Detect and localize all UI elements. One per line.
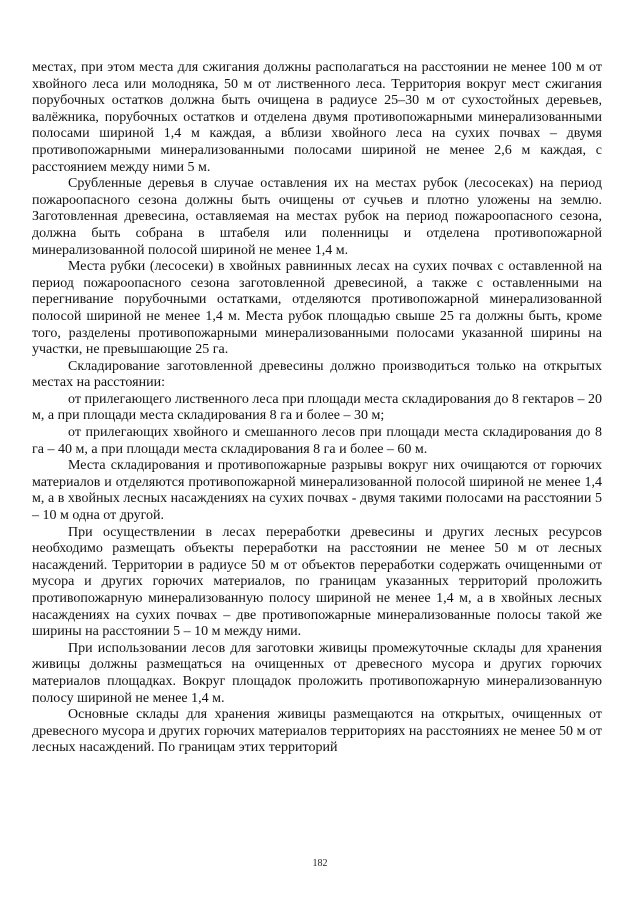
paragraph: Основные склады для хранения живицы размещаются на открытых, очищенных от древесного мусора и других горючих материалов территориях на расстояниях не менее 50 м от лесных насаждений. По границам этих территорий (32, 707, 602, 756)
paragraph: от прилегающего лиственного леса при площади места складирования до 8 гектаров – 20 м, а при площади места складирования 8 га и более – 30 м; (32, 391, 602, 424)
paragraph: При осуществлении в лесах переработки древесины и других лесных ресурсов необходимо размещать объекты переработки на расстоянии не менее 50 м от лесных насаждений. Территории в радиусе 50 м от объектов переработки содержать очищенными от мусора и других горючих материалов, по границам указанных территорий проложить противопожарную минерализованную полосу шириной не менее 1,4 м, а в хвойных лесных насаждениях на сухих почвах – две противопожарные минерализованные полосы такой же ширины на расстоянии 5 – 10 м между ними. (32, 524, 602, 640)
paragraph: Места складирования и противопожарные разрывы вокруг них очищаются от горючих материалов и отделяются противопожарной минерализованной полосой шириной не менее 1,4 м, а в хвойных лесных насаждениях на сухих почвах - двумя такими полосами на расстоянии 5 – 10 м одна от другой. (32, 458, 602, 524)
document-body (32, 60, 602, 757)
paragraph: При использовании лесов для заготовки живицы промежуточные склады для хранения живицы должны размещаться на очищенных от древесного мусора и других горючих материалов площадках. Вокруг площадок проложить противопожарную минерализованную полосу шириной не менее 1,4 м. (32, 640, 602, 706)
paragraph: от прилегающих хвойного и смешанного лесов при площади места складирования до 8 га – 40 м, а при площади места складирования 8 га и более – 60 м. (32, 425, 602, 457)
paragraph: местах, при этом места для сжигания должны располагаться на расстоянии не менее 100 м от хвойного леса или молодняка, 50 м от лиственного леса. Территория вокруг мест сжигания порубочных остатков должна быть очищена в радиусе 25–30 м от сухостойных деревьев, валёжника, порубочных остатков и отделена двумя противопожарными минерализованными полосами шириной 1,4 м каждая, а вблизи хвойного леса на сухих почвах – двумя противопожарными минерализованными полосами шириной не менее 2,6 м каждая, с расстоянием между ними 5 м. (32, 60, 602, 175)
paragraph: Места рубки (лесосеки) в хвойных равнинных лесах на сухих почвах с оставленной на период пожароопасного сезона заготовленной древесиной, а также с оставленными на перегнивание порубочными остатками, отделяются противопожарной минерализованной полосой шириной не менее 1,4 м. Места рубок площадью свыше 25 га должны быть, кроме того, разделены противопожарными минерализованными полосами указанной ширины на участки, не превышающие 25 га. (32, 259, 602, 358)
paragraph: Срубленные деревья в случае оставления их на местах рубок (лесосеках) на период пожароопасного сезона должны быть очищены от сучьев и плотно уложены на землю. Заготовленная древесина, оставляемая на местах рубок на период пожароопасного сезона, должна быть собрана в штабеля или поленницы и отделена противопожарной минерализованной полосой шириной не менее 1,4 м. (32, 176, 602, 258)
page-number: 182 (312, 858, 328, 869)
paragraph: Складирование заготовленной древесины должно производиться только на открытых местах на расстоянии: (32, 358, 602, 391)
